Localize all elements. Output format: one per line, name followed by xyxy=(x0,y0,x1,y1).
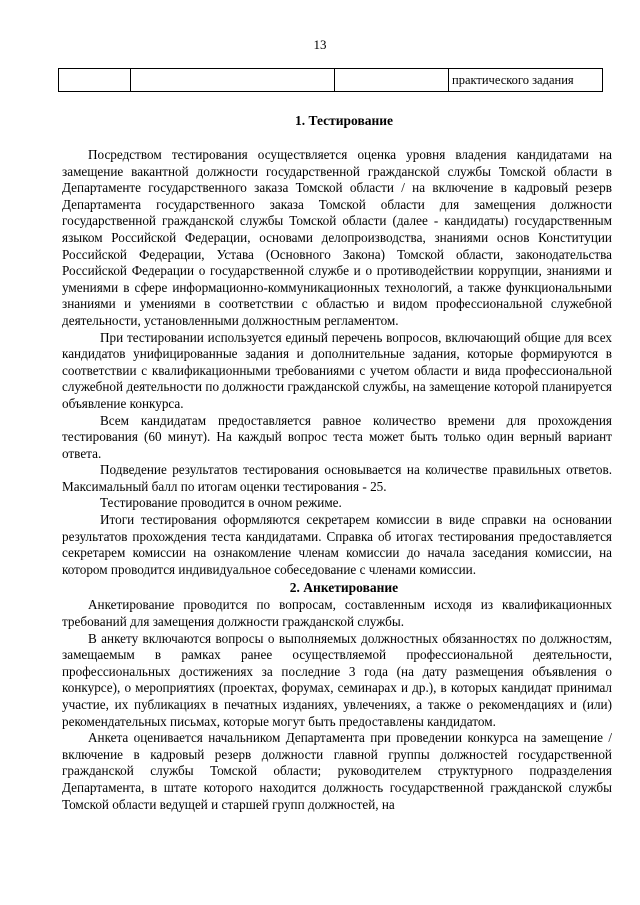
table-cell: практического задания xyxy=(449,69,603,92)
paragraph: Посредством тестирования осуществляется оценка уровня владения кандидатами на замещение вакантной должности государственной гражданской службы Томской области в Департаменте государственного заказа Томской области / на включение в кадровый резерв Департамента государственного заказа Томской области для замещения должности государственной гражданской службы Томской области (далее - кандидаты) государственным языком Российской Федерации, основами делопроизводства, знаниями основ Конституции Российской Федерации, Устава (Основного Закона) Томской области, законодательства Российской Федерации о государственной службе и о противодействии коррупции, знаниями и умениями в сфере информационно-коммуникационных технологий, а также функциональными знаниями и умениями в соответствии с областью и видом профессиональной служебной деятельности, установленными должностным регламентом. xyxy=(62,147,612,328)
table-cell xyxy=(131,69,335,92)
section-heading-testing: 1. Тестирование xyxy=(294,113,394,128)
table-row xyxy=(59,69,603,92)
table-cell xyxy=(335,69,449,92)
table-cell xyxy=(59,69,131,92)
paragraph: Всем кандидатам предоставляется равное количество времени для прохождения тестирования (60 минут). На каждый вопрос теста может быть только один верный вариант ответа. xyxy=(62,412,612,461)
paragraph: Итоги тестирования оформляются секретарем комиссии в виде справки на основании результатов прохождения теста кандидатами. Справка об итогах тестирования предоставляется секретарем комиссии на ознакомление членам комиссии до начала заседания комиссии, на котором проводится индивидуальное собеседование с членами комиссии. xyxy=(62,512,612,577)
paragraph: Тестирование проводится в очном режиме. xyxy=(100,495,342,511)
document-body xyxy=(62,112,612,813)
paragraph: При тестировании используется единый перечень вопросов, включающий общие для всех кандидатов унифицированные задания и дополнительные задания, которые формируются в соответствии с квалификационными требованиями с учетом области и вида профессиональной служебной деятельности по должности гражданской службы, на замещение которой планируется объявление конкурса. xyxy=(62,329,612,411)
page-number: 13 xyxy=(313,37,327,52)
paragraph: Анкетирование проводится по вопросам, составленным исходя из квалификационных требований для замещения должности гражданской службы. xyxy=(62,597,612,630)
paragraph: Анкета оценивается начальником Департамента при проведении конкурса на замещение / включение в кадровый резерв должности главной группы должностей государственной гражданской службы Томской области; руководителем структурного подразделения Департамента, в штате которого находится должность государственной гражданской службы Томской области ведущей и старшей групп должностей, на xyxy=(62,730,612,812)
paragraph: В анкету включаются вопросы о выполняемых должностных обязанностях по должностям, замещаемым в рамках ранее осуществляемой профессиональной деятельности, профессиональных достижениях за последние 3 года (на дату размещения объявления о конкурсе), о мероприятиях (проектах, форумах, семинарах и др.), в которых кандидат принимал участие, их публикациях в печатных изданиях, увлечениях, а также о рекомендациях и (или) рекомендательных письмах, которые могут быть предоставлены кандидатом. xyxy=(62,630,612,729)
section-heading-questionnaire: 2. Анкетирование xyxy=(289,580,399,596)
paragraph: Подведение результатов тестирования основывается на количестве правильных ответов. Максимальный балл по итогам оценки тестирования - 25. xyxy=(62,462,612,494)
table-fragment xyxy=(58,68,603,92)
